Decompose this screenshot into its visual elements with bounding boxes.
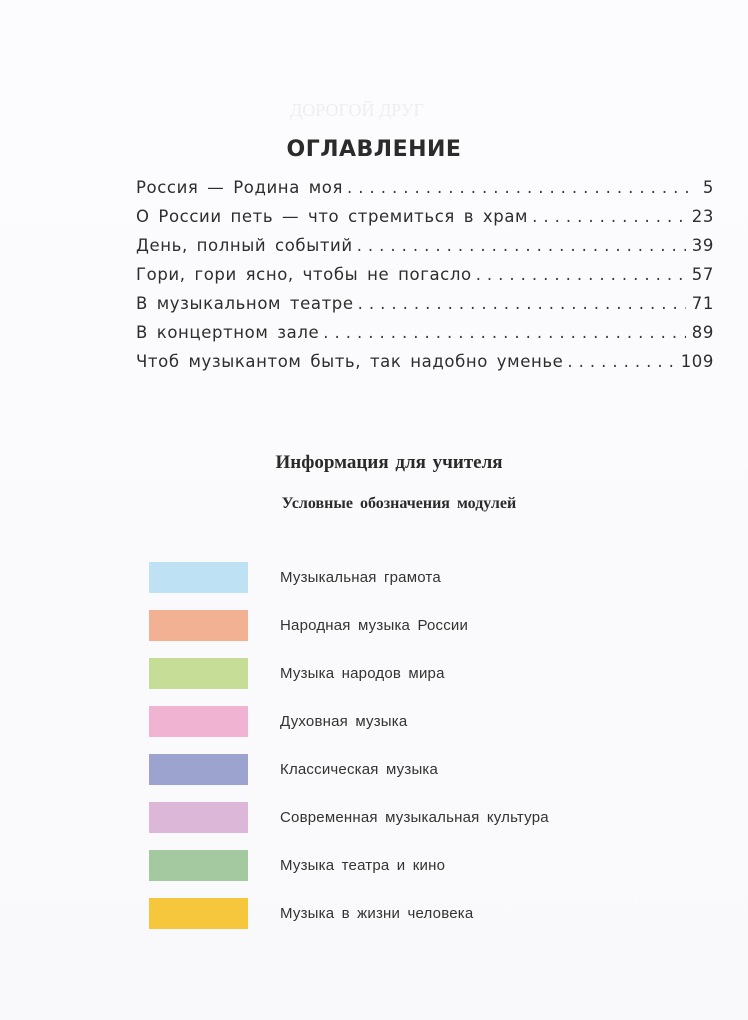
toc-entry-page: 57: [691, 265, 714, 284]
color-swatch: [149, 562, 248, 593]
toc-entry-page: 109: [680, 352, 714, 371]
legend-item: [149, 649, 549, 697]
toc-entry-page: 5: [702, 178, 714, 197]
legend-item: [149, 697, 549, 745]
toc-entry-page: 71: [691, 294, 714, 313]
toc-entry-label: Гори, гори ясно, чтобы не погасло: [136, 265, 472, 284]
leader-dots: [358, 294, 686, 313]
legend-item: [149, 745, 549, 793]
table-of-contents: [136, 178, 714, 381]
legend-item: [149, 841, 549, 889]
toc-entry[interactable]: [136, 236, 714, 265]
toc-entry-label: О России петь — что стремиться в храм: [136, 207, 529, 226]
legend-label: Духовная музыка: [280, 712, 408, 730]
leader-dots: [347, 178, 697, 197]
toc-entry-label: Чтоб музыкантом быть, так надобно уменье: [136, 352, 564, 371]
legend-label: Музыка народов мира: [280, 664, 445, 682]
toc-entry[interactable]: [136, 352, 714, 381]
toc-entry-label: В концертном зале: [136, 323, 320, 342]
leader-dots: [323, 323, 686, 342]
color-swatch: [149, 850, 248, 881]
color-swatch: [149, 706, 248, 737]
color-swatch: [149, 802, 248, 833]
leader-dots: [476, 265, 686, 284]
legend-label: Современная музыкальная культура: [280, 808, 549, 826]
toc-entry-label: День, полный событий: [136, 236, 353, 255]
legend-label: Классическая музыка: [280, 760, 439, 778]
toc-entry[interactable]: [136, 323, 714, 352]
legend-label: Музыка в жизни человека: [280, 904, 474, 922]
bleed-through-text: ДОРОГОЙ ДРУГ: [290, 100, 424, 120]
leader-dots: [357, 236, 686, 255]
toc-entry-label: Россия — Родина моя: [136, 178, 344, 197]
legend-item: [149, 793, 549, 841]
color-swatch: [149, 610, 248, 641]
toc-entry-label: В музыкальном театре: [136, 294, 354, 313]
toc-title: ОГЛАВЛЕНИЕ: [286, 137, 462, 162]
legend-label: Музыка театра и кино: [280, 856, 446, 874]
leader-dots: [567, 352, 674, 371]
legend-item: [149, 553, 549, 601]
teacher-info-title: Информация для учителя: [275, 452, 503, 473]
toc-entry-page: 23: [691, 207, 714, 226]
leader-dots: [532, 207, 686, 226]
module-legend: [149, 553, 549, 937]
toc-entry[interactable]: [136, 265, 714, 294]
toc-entry[interactable]: [136, 207, 714, 236]
toc-entry-page: 89: [691, 323, 714, 342]
toc-entry[interactable]: [136, 178, 714, 207]
module-legend-subtitle: Условные обозначения модулей: [281, 495, 517, 512]
color-swatch: [149, 754, 248, 785]
legend-label: Народная музыка России: [280, 616, 469, 634]
legend-item: [149, 889, 549, 937]
legend-label: Музыкальная грамота: [280, 568, 441, 586]
color-swatch: [149, 898, 248, 929]
legend-item: [149, 601, 549, 649]
color-swatch: [149, 658, 248, 689]
toc-entry[interactable]: [136, 294, 714, 323]
toc-entry-page: 39: [691, 236, 714, 255]
